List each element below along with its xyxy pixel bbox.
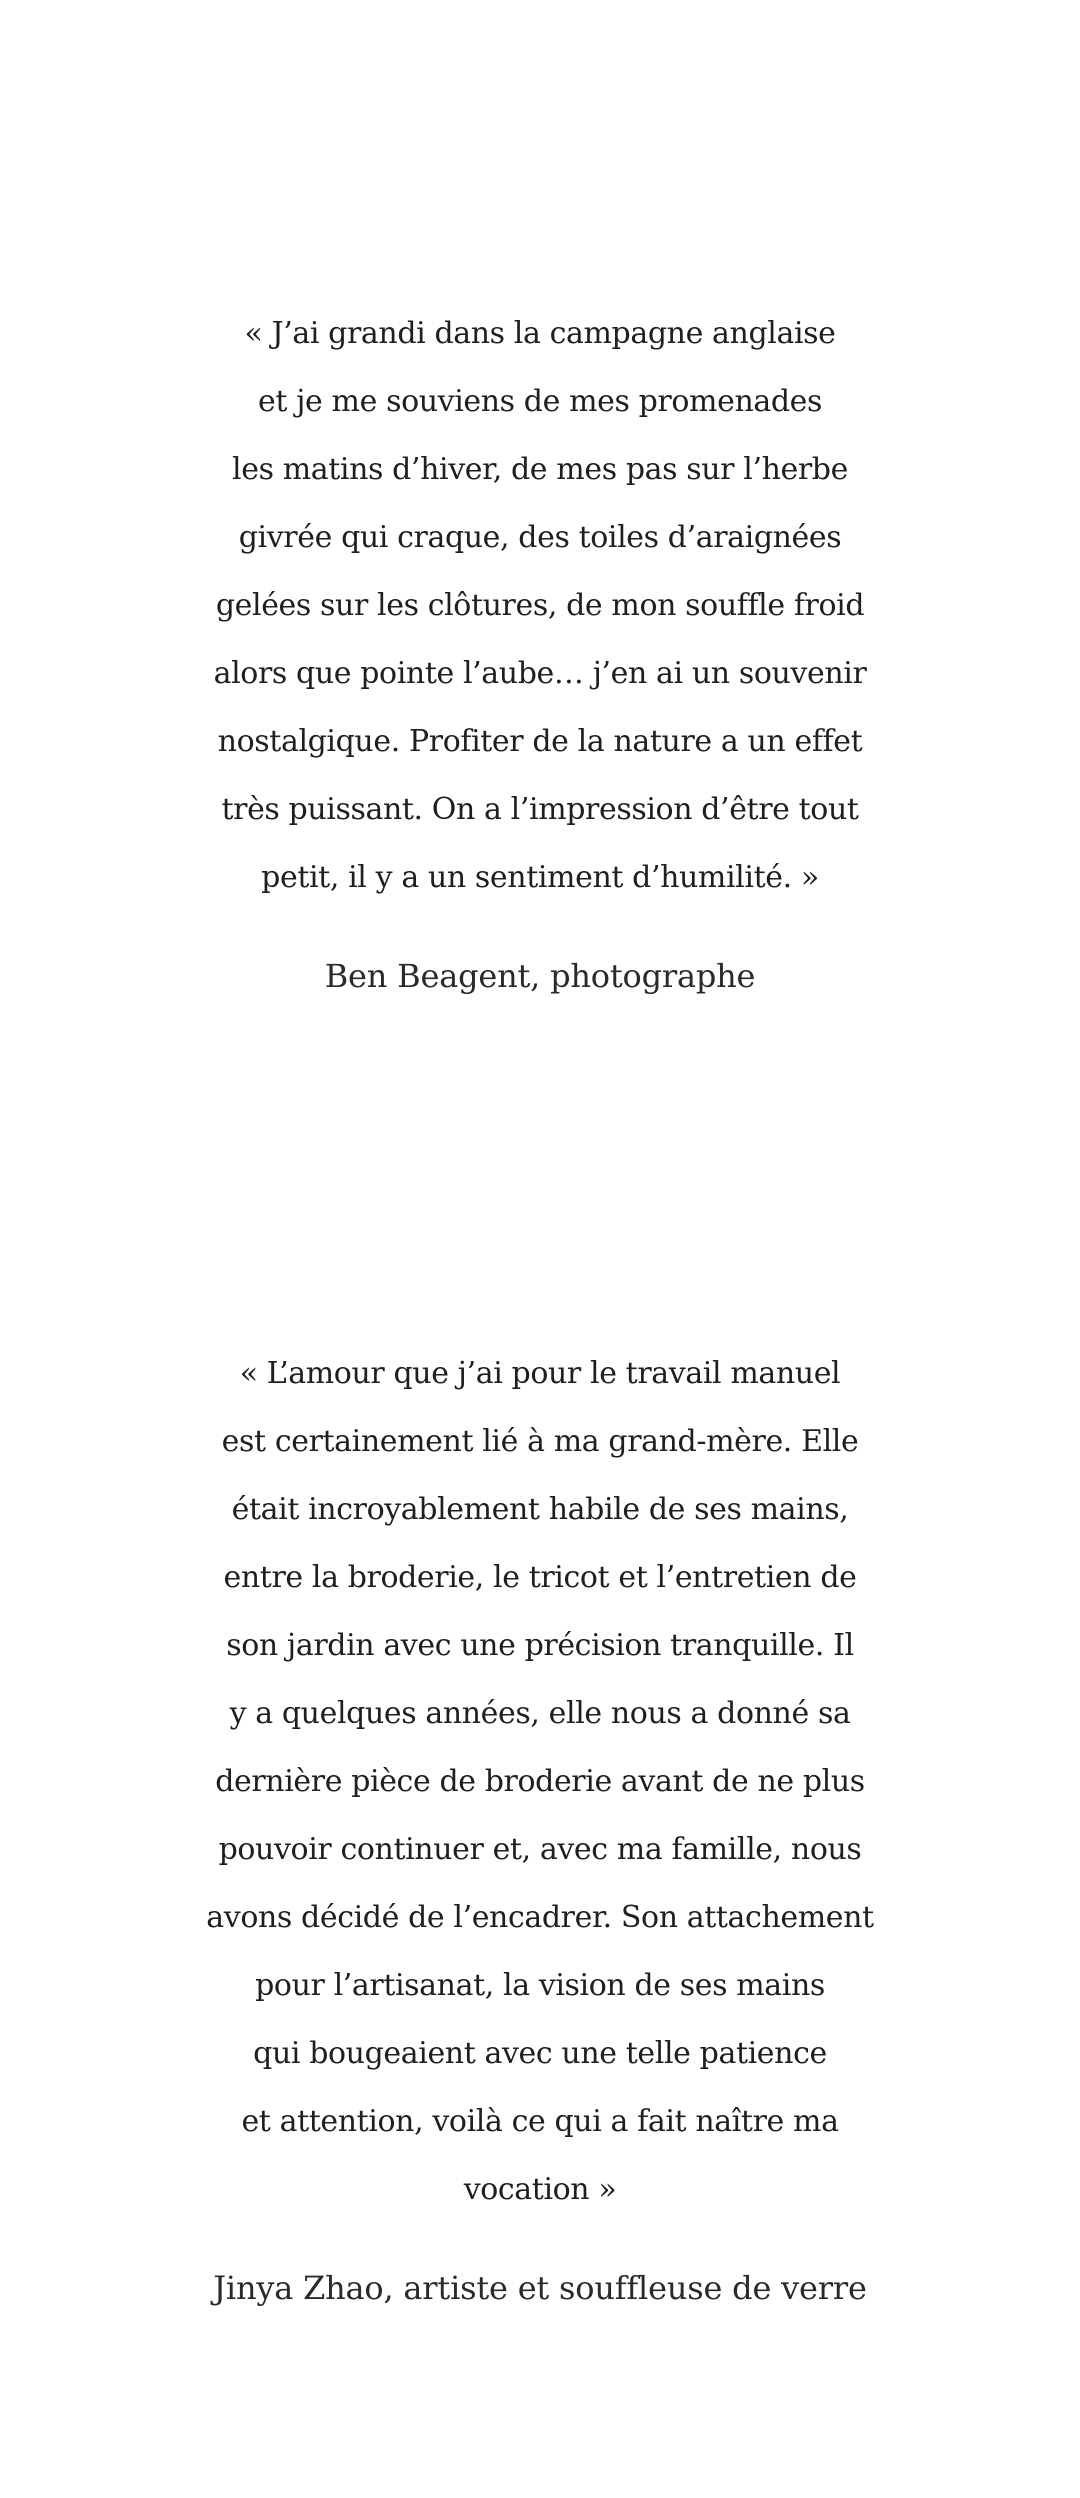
- quote-line: et je me souviens de mes promenades: [258, 384, 822, 419]
- quote-line: entre la broderie, le tricot et l’entretien de: [223, 1560, 857, 1595]
- quote-line: « L’amour que j’ai pour le travail manuel: [239, 1356, 841, 1391]
- quote-line: gelées sur les clôtures, de mon souffle froid: [215, 588, 865, 623]
- quote-line: qui bougeaient avec une telle patience: [253, 2036, 827, 2071]
- quote-line: pouvoir continuer et, avec ma famille, nous: [218, 1832, 862, 1867]
- quote-line: pour l’artisanat, la vision de ses mains: [255, 1968, 825, 2003]
- quote-line: très puissant. On a l’impression d’être tout: [221, 792, 859, 827]
- quote-line: était incroyablement habile de ses mains,: [231, 1492, 849, 1527]
- quote-line: vocation »: [463, 2172, 617, 2207]
- quote-line: « J’ai grandi dans la campagne anglaise: [244, 316, 836, 351]
- quote-attribution: Jinya Zhao, artiste et souffleuse de verre: [213, 2269, 867, 2307]
- quote-attribution: Ben Beagent, photographe: [324, 957, 756, 995]
- quote-text: [0, 1340, 1080, 2224]
- quote-text: [0, 300, 1080, 912]
- quote-line: dernière pièce de broderie avant de ne plus: [215, 1764, 865, 1799]
- quote-line: alors que pointe l’aube… j’en ai un souvenir: [213, 656, 867, 691]
- quote-line: givrée qui craque, des toiles d’araignées: [238, 520, 842, 555]
- quote-line: et attention, voilà ce qui a fait naître ma: [241, 2104, 839, 2139]
- quote-line: est certainement lié à ma grand-mère. Elle: [221, 1424, 859, 1459]
- quote-line: son jardin avec une précision tranquille. Il: [226, 1628, 854, 1663]
- quote-line: avons décidé de l’encadrer. Son attachement: [206, 1900, 874, 1935]
- quote-block-ben-beagent: [0, 300, 1080, 996]
- quote-line: y a quelques années, elle nous a donné sa: [229, 1696, 851, 1731]
- quote-line: les matins d’hiver, de mes pas sur l’herbe: [232, 452, 848, 487]
- quote-line: petit, il y a un sentiment d’humilité. »: [261, 860, 819, 895]
- quote-line: nostalgique. Profiter de la nature a un effet: [217, 724, 863, 759]
- quote-block-jinya-zhao: [0, 1340, 1080, 2308]
